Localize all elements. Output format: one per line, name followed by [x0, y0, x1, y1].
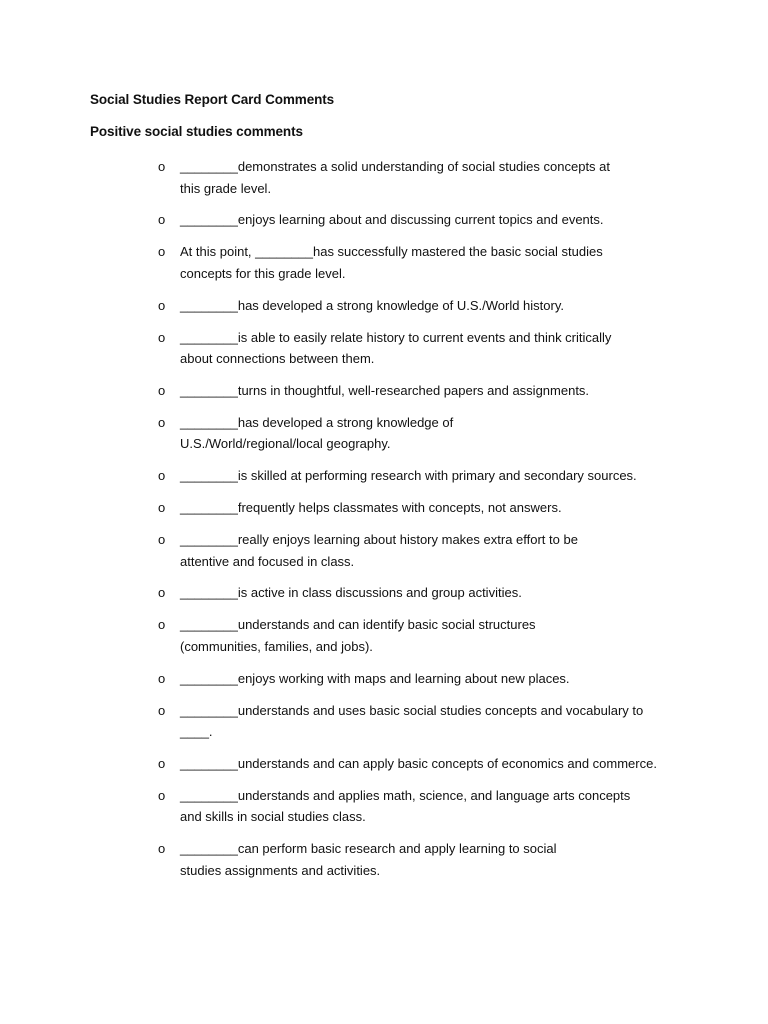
- list-item: [0, 209, 768, 231]
- list-item: [0, 156, 768, 199]
- comment-text: ________turns in thoughtful, well-researched papers and assignments.: [180, 382, 590, 398]
- bullet-marker: o: [158, 841, 166, 857]
- comment-text: ________demonstrates a solid understanding of social studies concepts at this grade level.: [180, 159, 611, 196]
- bullet-marker: o: [158, 670, 166, 686]
- list-item: [0, 700, 768, 743]
- comment-text: ________is skilled at performing research with primary and secondary sources.: [180, 468, 637, 484]
- bullet-marker: o: [158, 787, 166, 803]
- list-item: [0, 380, 768, 402]
- comment-text: ________understands and applies math, science, and language arts concepts and skills in social studies class.: [180, 787, 631, 825]
- bullet-marker: o: [158, 382, 166, 398]
- bullet-marker: o: [158, 468, 166, 484]
- list-item: [0, 295, 768, 317]
- document-title: Social Studies Report Card Comments: [90, 92, 335, 107]
- comment-list: [0, 156, 768, 892]
- bullet-marker: o: [158, 755, 166, 771]
- comment-text: ________frequently helps classmates with concepts, not answers.: [180, 500, 562, 516]
- list-item: [0, 614, 768, 657]
- comment-text: ________understands and can apply basic concepts of economics and commerce.: [180, 755, 657, 771]
- bullet-marker: o: [158, 244, 166, 260]
- list-item: [0, 241, 768, 284]
- comment-text: ________has developed a strong knowledge of U.S./World/regional/local geography.: [180, 414, 454, 452]
- list-item: [0, 412, 768, 455]
- list-item: [0, 838, 768, 881]
- comment-text: ________can perform basic research and apply learning to social studies assignments and activities.: [180, 841, 557, 878]
- list-item: [0, 785, 768, 828]
- bullet-marker: o: [158, 212, 166, 228]
- bullet-marker: o: [158, 329, 166, 345]
- comment-text: ________is active in class discussions and group activities.: [180, 585, 522, 601]
- list-item: [0, 582, 768, 604]
- list-item: [0, 497, 768, 519]
- section-heading: Positive social studies comments: [90, 124, 303, 139]
- bullet-marker: o: [158, 414, 166, 430]
- bullet-marker: o: [158, 702, 166, 718]
- comment-text: ________understands and uses basic social studies concepts and vocabulary to ____.: [180, 702, 644, 740]
- list-item: [0, 753, 768, 775]
- bullet-marker: o: [158, 159, 166, 174]
- comment-text: ________understands and can identify basic social structures (communities, families, and jobs).: [180, 617, 536, 654]
- comment-text: At this point, ________has successfully mastered the basic social studies concepts for this grade level.: [180, 244, 603, 281]
- comment-text: ________enjoys learning about and discussing current topics and events.: [180, 212, 604, 228]
- bullet-marker: o: [158, 500, 166, 516]
- bullet-marker: o: [158, 617, 166, 633]
- list-item: [0, 668, 768, 690]
- list-item: [0, 327, 768, 370]
- bullet-marker: o: [158, 297, 166, 313]
- comment-text: ________has developed a strong knowledge of U.S./World history.: [180, 297, 564, 313]
- bullet-marker: o: [158, 532, 166, 548]
- list-item: [0, 465, 768, 487]
- comment-text: ________is able to easily relate history to current events and think critically about connections between them.: [180, 329, 612, 367]
- bullet-marker: o: [158, 585, 166, 601]
- comment-text: ________really enjoys learning about history makes extra effort to be attentive and focused in class.: [180, 532, 578, 569]
- comment-text: ________enjoys working with maps and learning about new places.: [180, 670, 570, 686]
- list-item: [0, 529, 768, 572]
